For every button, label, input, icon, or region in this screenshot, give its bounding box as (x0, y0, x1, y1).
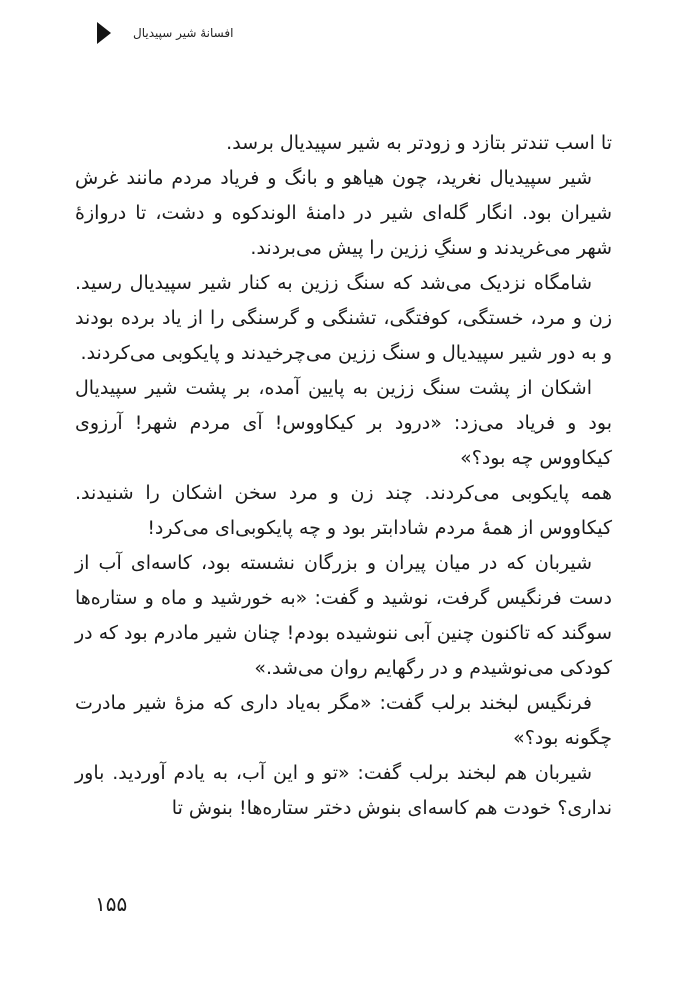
page-number: ۱۵۵ (95, 892, 128, 916)
paragraph: شیربان هم لبخند برلب گفت: «تو و این آب، به یادم آوردید. باور نداری؟ خودت هم کاسه‌ای بنوش دختر ستاره‌ها! بنوش تا (75, 762, 612, 819)
paragraph: فرنگیس لبخند برلب گفت: «مگر به‌یاد داری که مزهٔ شیر مادرت چگونه بود؟» (75, 692, 612, 749)
triangle-icon (97, 22, 111, 44)
paragraph: اشکان از پشت سنگ ززین به پایین آمده، بر پشت شیر سپیدیال بود و فریاد می‌زد: «درود بر کیکاووس! آی مردم شهر! آرزوی کیکاووس چه بود؟» (75, 377, 612, 469)
paragraph: تا اسب تندتر بتازد و زودتر به شیر سپیدیال برسد. (226, 132, 612, 154)
running-header (97, 22, 233, 44)
paragraph: شامگاه نزدیک می‌شد که سنگ ززین به کنار شیر سپیدیال رسید. زن و مرد، خستگی، کوفتگی، تشنگی و گرسنگی را از یاد برده بودند و به دور شیر سپیدیال و سنگ ززین می‌چرخیدند و پایکوبی می‌کردند. (75, 272, 612, 364)
text-column (75, 126, 612, 826)
paragraph: شیر سپیدیال نغرید، چون هیاهو و بانگ و فریاد مردم مانند غرش شیران بود. انگار گله‌ای شیر در دامنهٔ الوندکوه و دشت، تا دروازهٔ شهر می‌غریدند و سنگِ ززین را پیش می‌بردند. (75, 167, 612, 259)
paragraph: همه پایکوبی می‌کردند. چند زن و مرد سخن اشکان را شنیدند. کیکاووس از همهٔ مردم شادابتر بود و چه پایکوبی‌ای می‌کرد! (75, 482, 612, 539)
paragraph: شیربان که در میان پیران و بزرگان نشسته بود، کاسه‌ای آب از دست فرنگیس گرفت، نوشید و گفت: «به خورشید و ماه و ستاره‌ها سوگند که تاکنون چنین آبی ننوشیده بودم! چنان شیر مادرم بود که در کودکی می‌نوشیدم و در رگهایم روان می‌شد.» (75, 552, 612, 679)
running-title: افسانهٔ شیر سپیدیال (133, 26, 234, 40)
